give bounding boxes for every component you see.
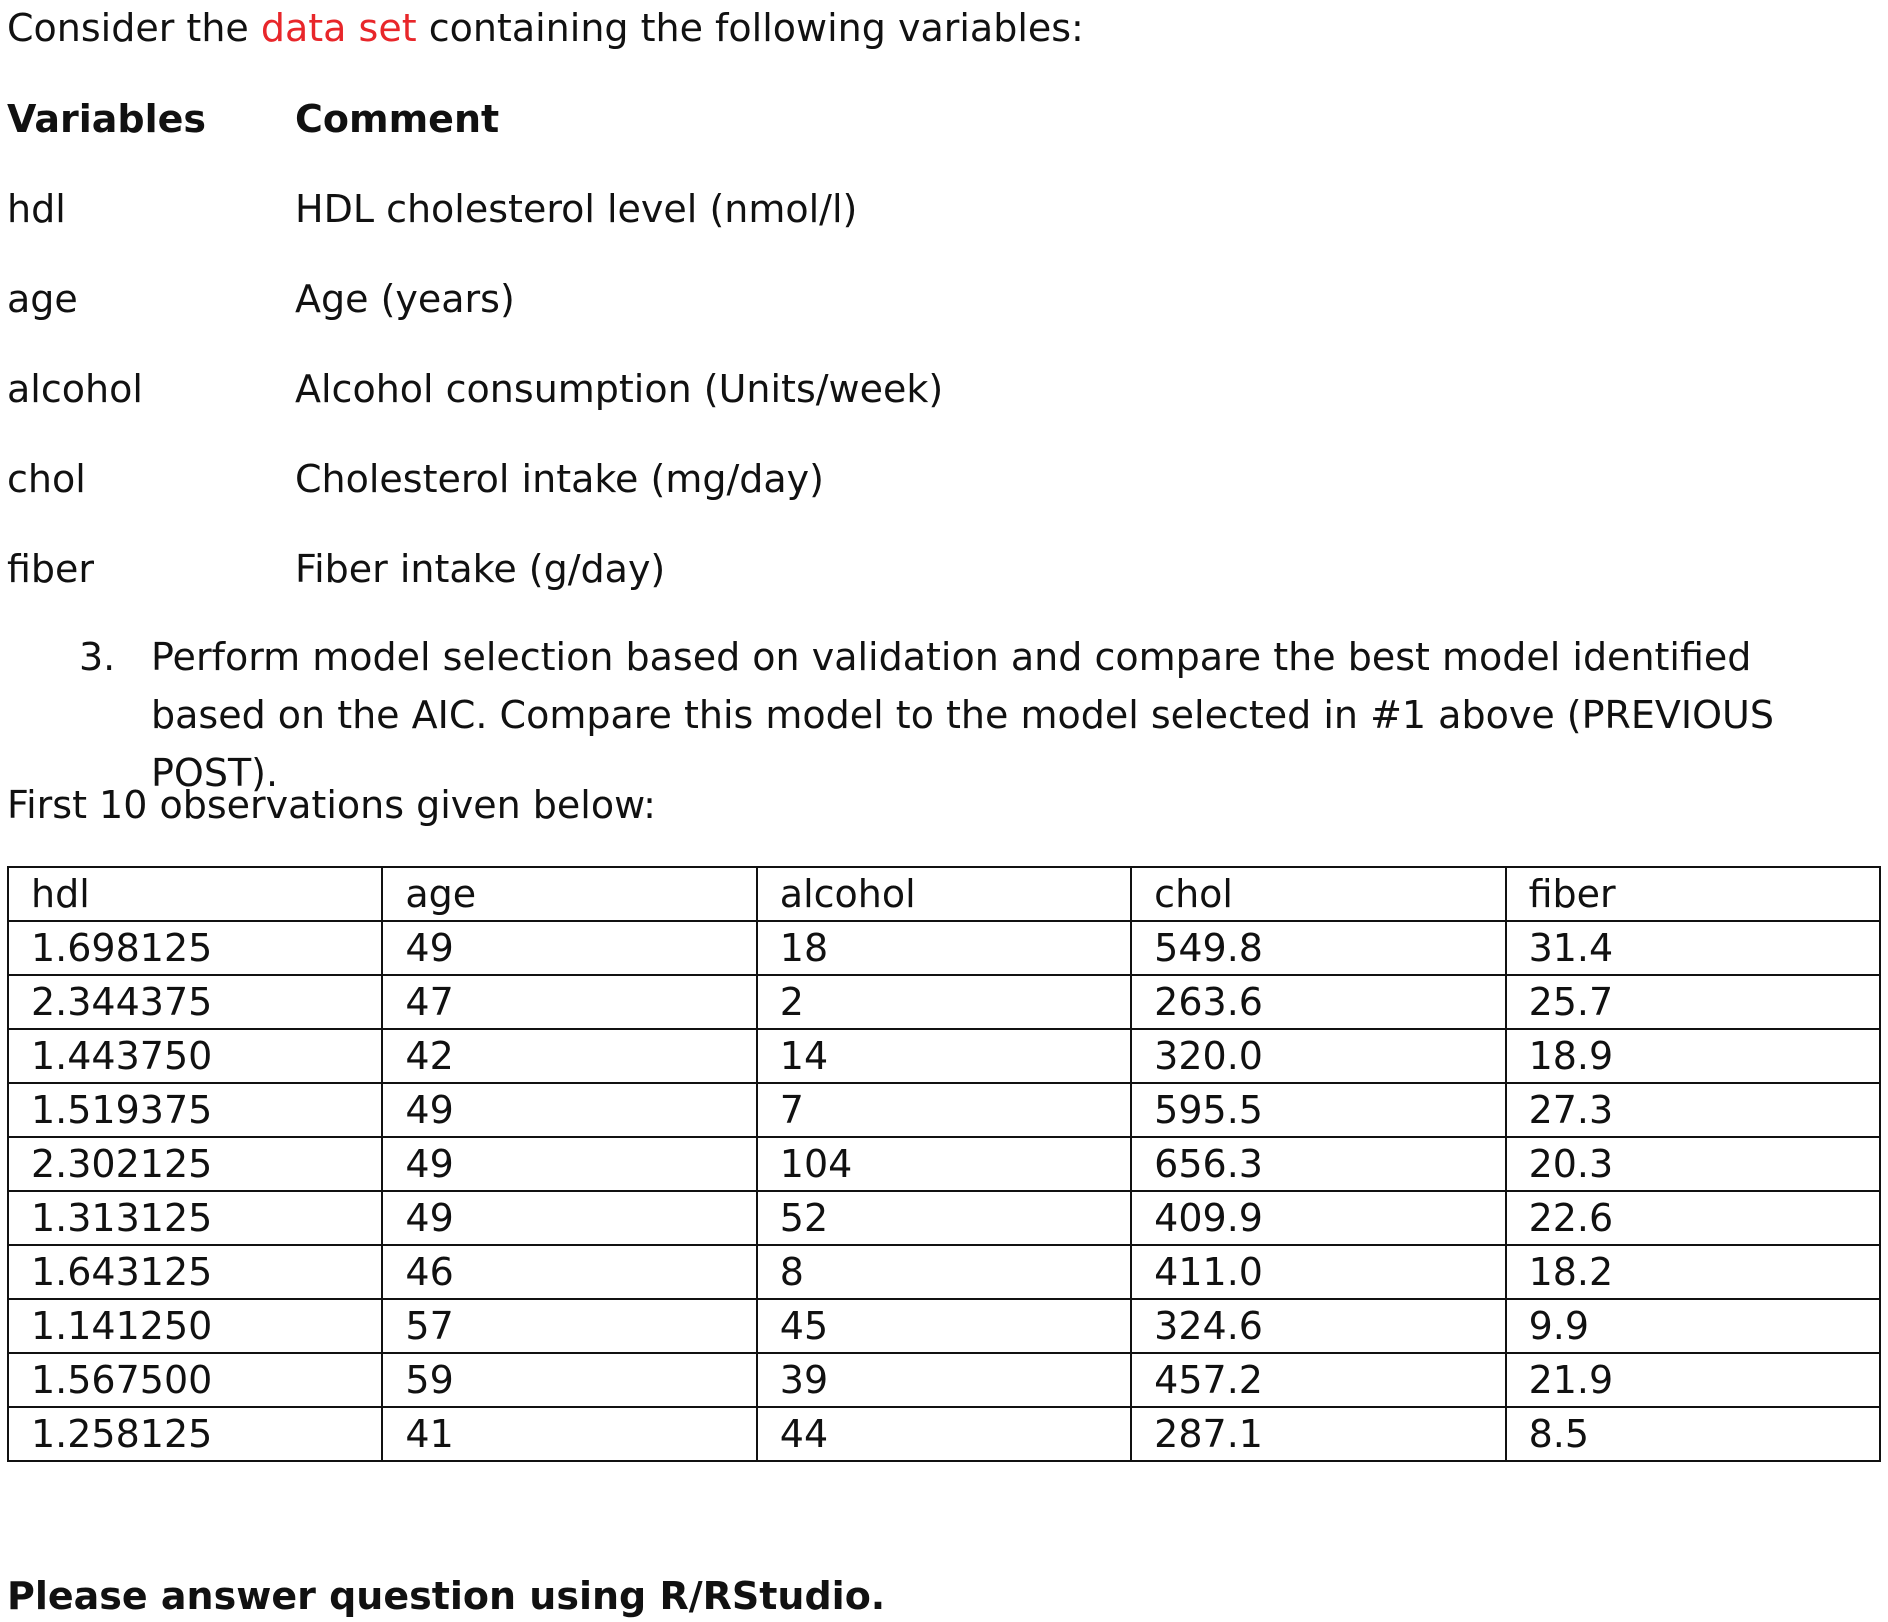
variables-header-name: Variables: [7, 97, 206, 141]
observations-table: [7, 866, 1881, 1462]
intro-after: containing the following variables:: [416, 6, 1084, 50]
table-cell: 41: [382, 1407, 756, 1461]
table-cell: 20.3: [1506, 1137, 1880, 1191]
table-row: [8, 975, 1880, 1029]
table-cell: 59: [382, 1353, 756, 1407]
table-cell: 411.0: [1131, 1245, 1505, 1299]
question-number: 3.: [79, 635, 116, 679]
table-cell: 49: [382, 921, 756, 975]
table-cell: 1.643125: [8, 1245, 382, 1299]
table-cell: 14: [757, 1029, 1131, 1083]
variable-name: chol: [7, 457, 86, 501]
table-cell: 49: [382, 1137, 756, 1191]
table-cell: 47: [382, 975, 756, 1029]
table-cell: 57: [382, 1299, 756, 1353]
table-cell: 320.0: [1131, 1029, 1505, 1083]
table-cell: 1.258125: [8, 1407, 382, 1461]
table-cell: 1.519375: [8, 1083, 382, 1137]
table-cell: 1.567500: [8, 1353, 382, 1407]
variable-comment: Cholesterol intake (mg/day): [295, 457, 824, 501]
table-cell: 2.344375: [8, 975, 382, 1029]
column-header-fiber: fiber: [1506, 867, 1880, 921]
variable-name: alcohol: [7, 367, 143, 411]
table-row: [8, 1029, 1880, 1083]
table-cell: 49: [382, 1083, 756, 1137]
table-cell: 457.2: [1131, 1353, 1505, 1407]
table-cell: 44: [757, 1407, 1131, 1461]
table-cell: 49: [382, 1191, 756, 1245]
data-set-link[interactable]: data set: [260, 6, 417, 50]
table-cell: 2: [757, 975, 1131, 1029]
column-header-alcohol: alcohol: [757, 867, 1131, 921]
table-cell: 21.9: [1506, 1353, 1880, 1407]
variable-name: hdl: [7, 187, 66, 231]
table-cell: 18: [757, 921, 1131, 975]
variable-name: age: [7, 277, 78, 321]
observations-label: First 10 observations given below:: [7, 783, 656, 827]
table-cell: 2.302125: [8, 1137, 382, 1191]
table-cell: 1.698125: [8, 921, 382, 975]
table-row: [8, 1191, 1880, 1245]
table-cell: 104: [757, 1137, 1131, 1191]
table-cell: 263.6: [1131, 975, 1505, 1029]
variables-header-comment: Comment: [295, 97, 500, 141]
table-cell: 595.5: [1131, 1083, 1505, 1137]
variable-comment: HDL cholesterol level (nmol/l): [295, 187, 858, 231]
table-cell: 549.8: [1131, 921, 1505, 975]
table-cell: 45: [757, 1299, 1131, 1353]
table-cell: 42: [382, 1029, 756, 1083]
table-row: [8, 1407, 1880, 1461]
variable-comment: Fiber intake (g/day): [295, 547, 666, 591]
table-row: [8, 1083, 1880, 1137]
table-row: [8, 921, 1880, 975]
table-cell: 1.141250: [8, 1299, 382, 1353]
table-cell: 22.6: [1506, 1191, 1880, 1245]
table-cell: 9.9: [1506, 1299, 1880, 1353]
table-cell: 46: [382, 1245, 756, 1299]
table-row: [8, 1299, 1880, 1353]
table-row: [8, 1353, 1880, 1407]
table-header-row: [8, 867, 1880, 921]
variable-comment: Age (years): [295, 277, 515, 321]
intro-text: [7, 2, 1084, 54]
intro-before: Consider the: [7, 6, 261, 50]
table-cell: 656.3: [1131, 1137, 1505, 1191]
footer-instruction: Please answer question using R/RStudio.: [7, 1574, 886, 1618]
column-header-hdl: hdl: [8, 867, 382, 921]
table-cell: 7: [757, 1083, 1131, 1137]
table-cell: 287.1: [1131, 1407, 1505, 1461]
table-cell: 25.7: [1506, 975, 1880, 1029]
table-row: [8, 1137, 1880, 1191]
table-cell: 27.3: [1506, 1083, 1880, 1137]
table-cell: 8: [757, 1245, 1131, 1299]
variable-comment: Alcohol consumption (Units/week): [295, 367, 944, 411]
table-cell: 52: [757, 1191, 1131, 1245]
table-cell: 18.9: [1506, 1029, 1880, 1083]
table-cell: 31.4: [1506, 921, 1880, 975]
table-cell: 324.6: [1131, 1299, 1505, 1353]
table-cell: 1.313125: [8, 1191, 382, 1245]
table-cell: 409.9: [1131, 1191, 1505, 1245]
variable-name: fiber: [7, 547, 95, 591]
column-header-age: age: [382, 867, 756, 921]
table-cell: 39: [757, 1353, 1131, 1407]
table-row: [8, 1245, 1880, 1299]
table-cell: 8.5: [1506, 1407, 1880, 1461]
table-cell: 18.2: [1506, 1245, 1880, 1299]
question-text: Perform model selection based on validation and compare the best model identified based on the AIC. Compare this model to the model selected in #1 above (PREVIOUS POST).: [151, 635, 1774, 795]
column-header-chol: chol: [1131, 867, 1505, 921]
table-cell: 1.443750: [8, 1029, 382, 1083]
